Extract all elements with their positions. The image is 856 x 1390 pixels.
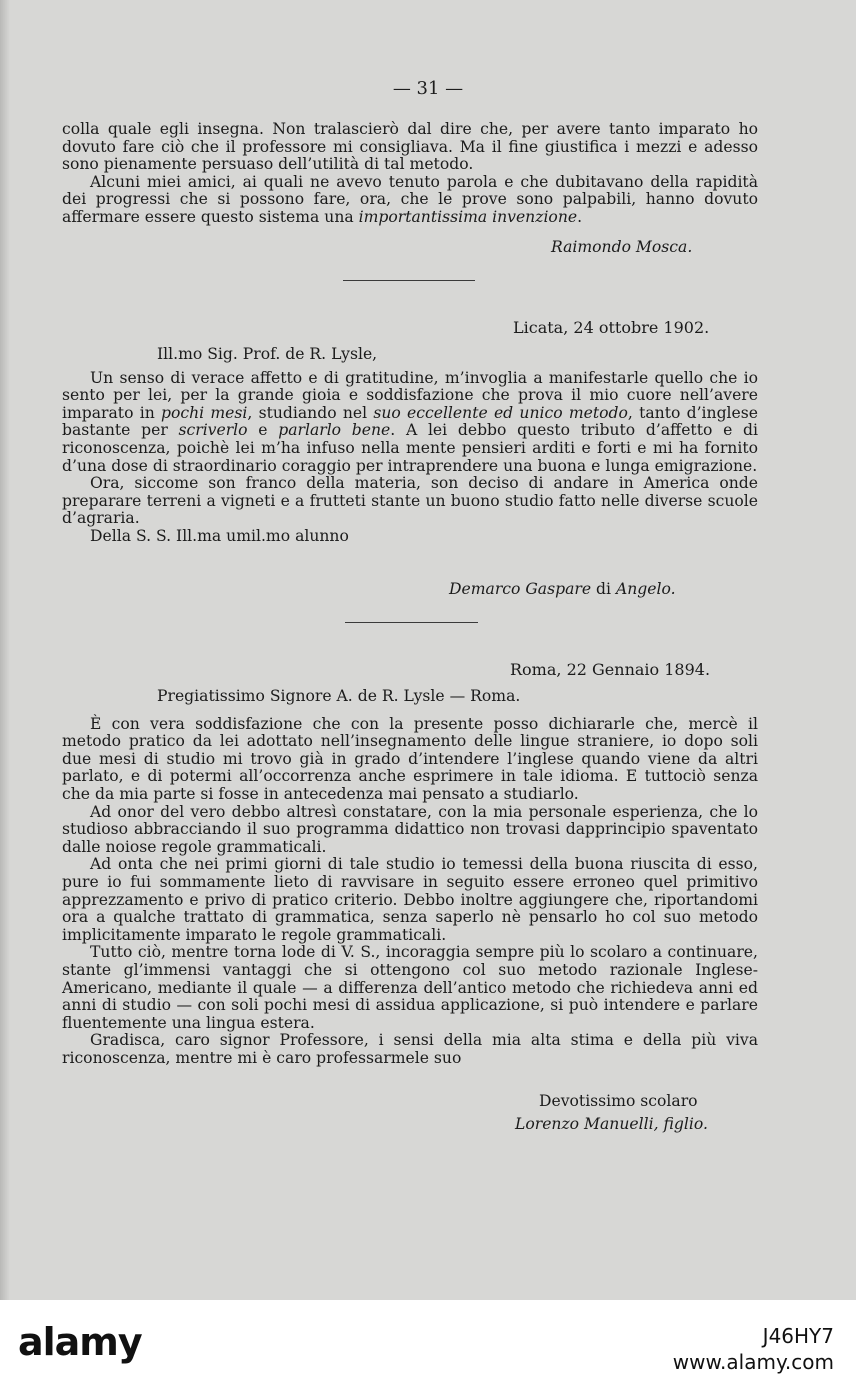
separator-rule — [343, 280, 475, 281]
image-id: J46HY7 — [762, 1324, 834, 1348]
emphasis-invenzione: importantissima invenzione — [358, 207, 578, 226]
letter-2-body — [62, 346, 758, 546]
letter-3-paragraph-3: Ad onta che nei primi giorni di tale studio io temessi della buona riuscita di esso, pure io fui sommamente lieto di ravvisare in seguito essere erroneo quel primitivo apprezzamento e privo di pratico criterio. Debbo inoltre aggiungere che, riportandomi ora a qualche trattato di grammatica, senza saperlo nè pensarlo ho col suo metodo implicitamente imparato le regole grammaticali. — [62, 855, 758, 944]
separator-rule — [345, 622, 478, 623]
letter-3-paragraph-4: Tutto ciò, mentre torna lode di V. S., incoraggia sempre più lo scolaro a continuare, stante gl’immensi vantaggi che si ottengono col suo metodo razionale Inglese-Americano, mediante il quale — a differenza dell’antico metodo che richiedeva anni ed anni di studio — con soli pochi mesi di assidua applicazione, si può intendere e parlare fluentemente una lingua estera. — [62, 943, 758, 1032]
alamy-logo: alamy — [18, 1320, 142, 1364]
letter-1-paragraph-2: Alcuni miei amici, ai quali ne avevo tenuto parola e che dubitavano della rapidità dei progressi che si possono fare, ora, che le prove sono palpabili, hanno dovuto affermare essere questo sistema una importantissima invenzione. — [62, 172, 758, 226]
page-number: — 31 — — [392, 78, 464, 99]
letter-1-paragraph-1: colla quale egli insegna. Non tralascierò dal dire che, per avere tanto imparato ho dovuto fare ciò che il professore mi consigliava. Ma il fine giustifica i mezzi e adesso sono pienamente persuaso dell’utilità di tal metodo. — [62, 120, 758, 174]
letter-3-signature: Lorenzo Manuelli, figlio. — [515, 1115, 708, 1133]
letter-3-salutation: Pregiatissimo Signore A. de R. Lysle — Roma. — [157, 687, 521, 705]
letter-3-body — [62, 688, 758, 1067]
letter-2-paragraph-3: Della S. S. Ill.ma umil.mo alunno — [90, 526, 349, 545]
letter-2-signature: Demarco Gaspare di Angelo. — [449, 580, 676, 598]
site-url: www.alamy.com — [672, 1350, 834, 1374]
letter-2-paragraph-2: Ora, siccome son franco della materia, son deciso di andare in America onde preparare terreni a vigneti e a frutteti stante un buono studio fatto nelle diverse scuole d’agraria. — [62, 474, 758, 528]
letter-2-date: Licata, 24 ottobre 1902. — [513, 318, 710, 337]
letter-2-salutation: Ill.mo Sig. Prof. de R. Lysle, — [157, 345, 378, 363]
letter-2-paragraph-1: Un senso di verace affetto e di gratitudine, m’invoglia a manifestarle quello che io sento per lei, per la grande gioia e soddisfazione che prova il mio cuore nell’avere imparato in pochi mesi, studiando nel suo eccellente ed unico metodo, tanto d’inglese bastante per scriverlo e parlarlo bene. A lei debbo questo tributo d’affetto e di riconoscenza, poichè lei m’ha infuso nella mente pensieri arditi e forti e mi ha fornito d’una dose di straordinario coraggio per intraprendere una buona e lunga emigrazione. — [62, 368, 759, 475]
letter-1-body — [62, 121, 758, 227]
letter-3-paragraph-1: È con vera soddisfazione che con la presente posso dichiararle che, mercè il metodo pratico da lei adottato nell’insegnamento delle lingue straniere, io dopo soli due mesi di studio mi trovo già in grado d’intendere l’inglese quando viene da altri parlato, e di potermi all’occorrenza anche esprimere in tale idioma. E tuttociò senza che da mia parte si fosse in antecedenza mai pensato a studiarlo. — [62, 714, 758, 803]
letter-1-signature: Raimondo Mosca. — [551, 238, 693, 256]
letter-3-paragraph-5: Gradisca, caro signor Professore, i sensi della mia alta stima e della più viva riconoscenza, mentre mi è caro professarmele suo — [62, 1031, 758, 1067]
letter-3-paragraph-2: Ad onor del vero debbo altresì constatare, con la mia personale esperienza, che lo studioso abbracciando il suo programma didattico non trovasi dapprincipio spaventato dalle noiose regole grammaticali. — [62, 802, 758, 856]
letter-3-closing: Devotissimo scolaro — [539, 1092, 698, 1110]
letter-3-date: Roma, 22 Gennaio 1894. — [510, 660, 711, 679]
